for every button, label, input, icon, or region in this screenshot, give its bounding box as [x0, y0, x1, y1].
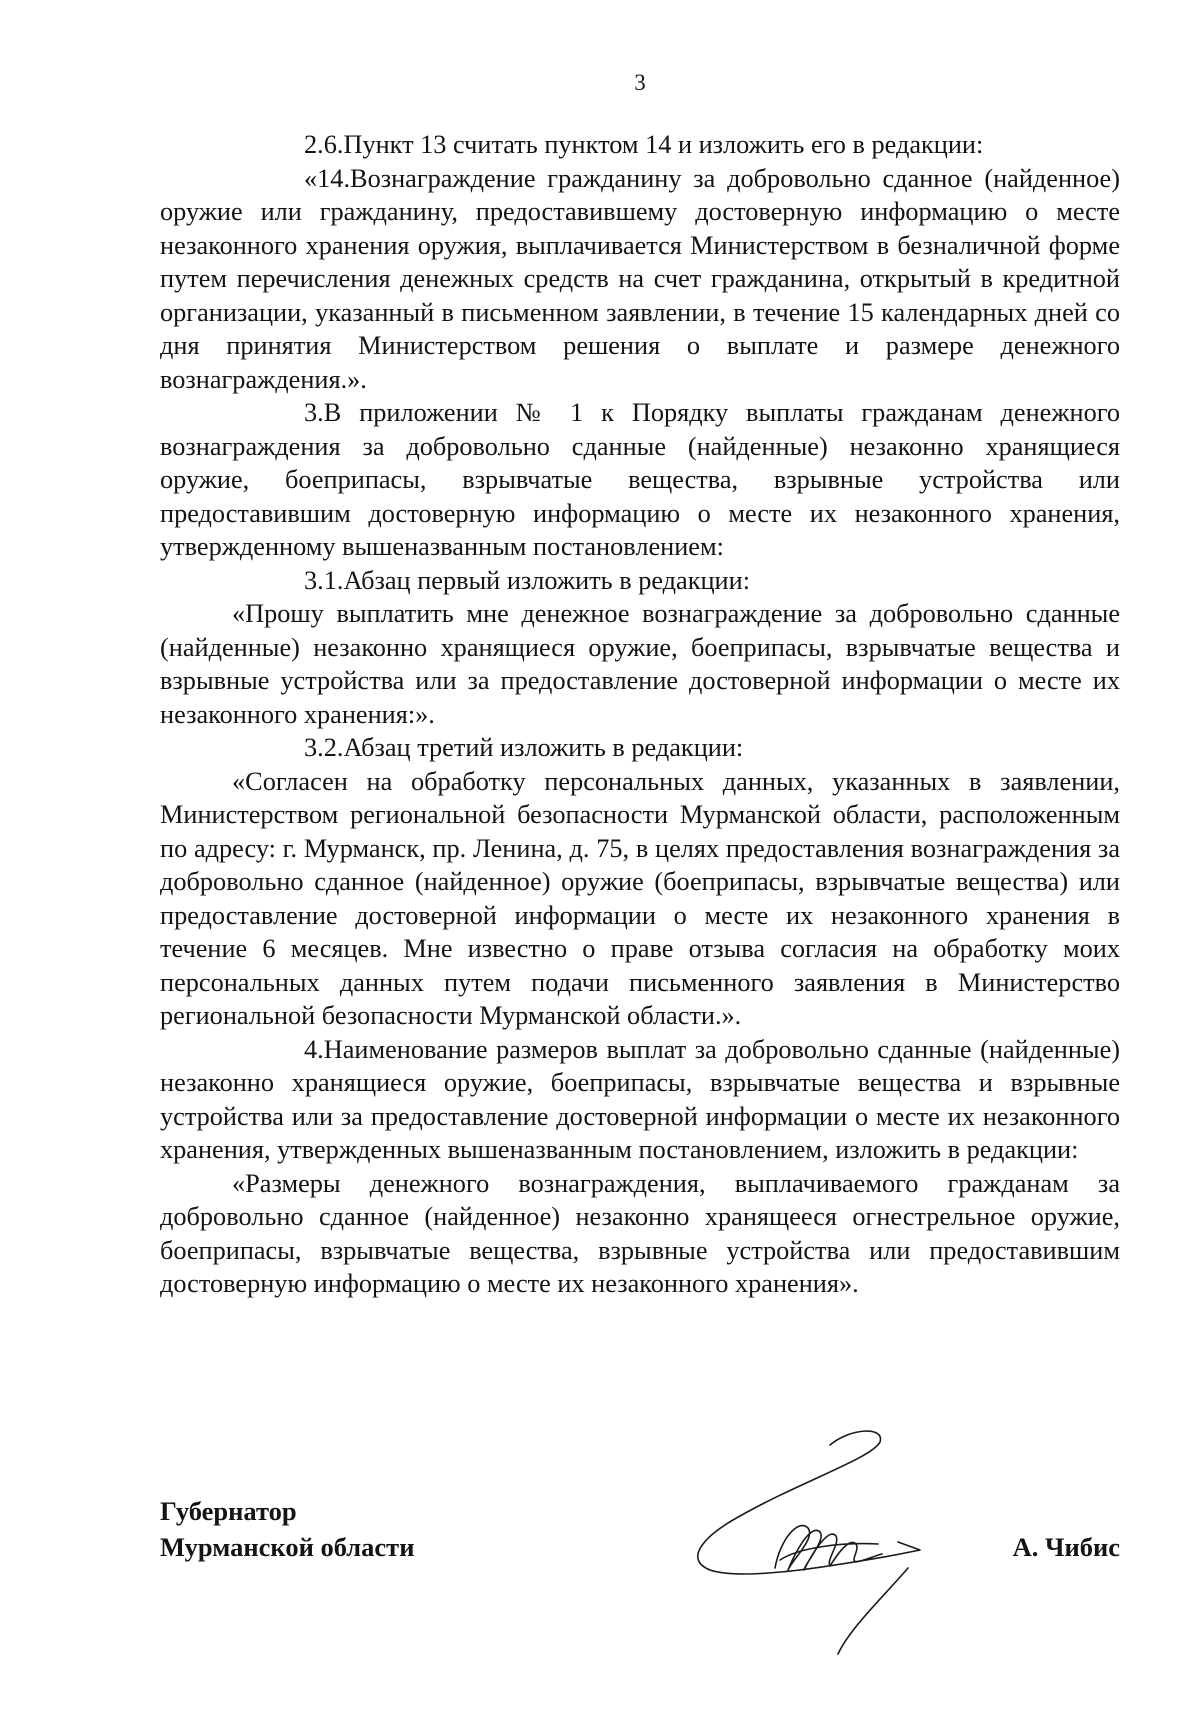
paragraph-number: 2.6. — [304, 130, 344, 159]
page-number: 3 — [634, 70, 646, 95]
signatory-title — [160, 1493, 414, 1565]
paragraph-text: «Согласен на обработку персональных данных, указанных в заявлении, Министерством региональной безопасности Мурманской области, расположенным по адресу: г. Мурманск, пр. Ленина, д. 75, в целях предоставления вознаграждения за добровольно сданное (найденное) оружие (боеприпасы, взрывчатые вещества) или предоставление достоверной информации о месте их незаконного хранения в течение 6 месяцев. Мне известно о праве отзыва согласия на обработку моих персональных данных путем подачи письменного заявления в Министерство региональной безопасности Мурманской области.». — [160, 766, 1120, 1030]
handwritten-signature — [680, 1420, 960, 1660]
paragraph-number: 3.1. — [304, 565, 344, 595]
paragraph-text: В приложении № 1 к Порядку выплаты гражданам денежного вознаграждения за добровольно сданные (найденные) незаконно хранящиеся оружие, боеприпасы, взрывчатые вещества, взрывные устройства или предоставившим достоверную информацию о месте их незаконного хранения, утвержденному вышеназванным постановлением: — [160, 398, 1120, 561]
paragraph-text: Абзац третий изложить в редакции: — [343, 733, 744, 762]
paragraph-text: «Размеры денежного вознаграждения, выплачиваемого гражданам за добровольно сданное (найденное) незаконно хранящееся огнестрельное оружие, боеприпасы, взрывчатые вещества, взрывные устройства или предоставившим достоверную информацию о месте их незаконного хранения». — [160, 1168, 1120, 1298]
paragraph-number: «14. — [304, 163, 351, 193]
paragraph-text: Абзац первый изложить в редакции: — [343, 565, 751, 595]
paragraph-number: 3.2. — [304, 733, 344, 762]
signatory-name: А. Чибис — [1012, 1532, 1120, 1562]
paragraph-text: «Прошу выплатить мне денежное вознаграждение за добровольно сданные (найденные) незаконно хранящиеся оружие, боеприпасы, взрывчатые вещества и взрывные устройства или за предоставление достоверной информации о месте их незаконного хранения:». — [160, 599, 1120, 729]
paragraph-text: Вознаграждение гражданину за добровольно сданное (найденное) оружие или гражданину, предоставившему достоверную информацию о месте незаконного хранения оружия, выплачивается Министерством в безналичной форме путем перечисления денежных средств на счет гражданина, открытый в кредитной организации, указанный в письменном заявлении, в течение 15 календарных дней со дня принятия Министерством решения о выплате и размере денежного вознаграждения.». — [160, 163, 1120, 394]
paragraph-text: Наименование размеров выплат за добровольно сданные (найденные) незаконно хранящиеся оружие, боеприпасы, взрывчатые вещества и взрывные устройства или за предоставление достоверной информации о месте их незаконного хранения, утвержденных вышеназванным постановлением, изложить в редакции: — [160, 1034, 1120, 1164]
signatory-title-line-2: Мурманской области — [160, 1532, 415, 1562]
signatory-title-line-1: Губернатор — [160, 1496, 297, 1526]
paragraph-text: Пункт 13 считать пунктом 14 и изложить его в редакции: — [343, 130, 984, 159]
paragraph-number: 4. — [304, 1034, 324, 1064]
paragraph-number: 3. — [304, 398, 324, 427]
